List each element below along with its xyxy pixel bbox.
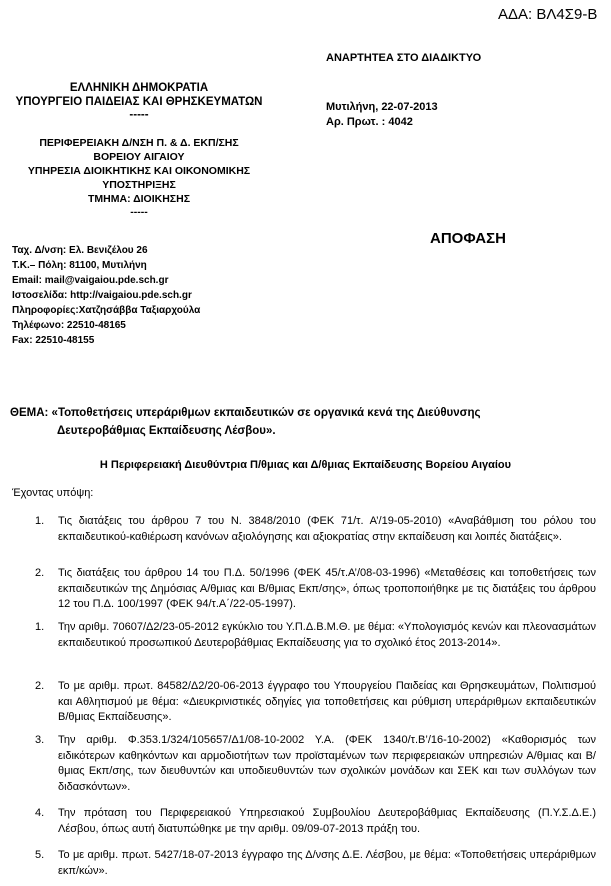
date-line: Μυτιλήνη, 22-07-2013 — [326, 101, 438, 113]
list-item: Την πρόταση του Περιφερειακού Υπηρεσιακού Συμβουλίου Δευτεροβάθμιας Εκπαίδευσης (Π.Υ.Σ.Δ.Ε.) Λέσβου, όπως αυτή διατυπώθηκε με την αριθμ. 09/09-07-2013 πράξη του. — [58, 807, 596, 835]
department-line: ΠΕΡΙΦΕΡΕΙΑΚΗ Δ/ΝΣΗ Π. & Δ. ΕΚΠ/ΣΗΣ — [39, 137, 239, 149]
item-number: 4. — [35, 807, 45, 819]
item-number: 5. — [35, 849, 45, 861]
contact-city: Τ.Κ.– Πόλη: 81100, Μυτιλήνη — [12, 260, 147, 271]
contact-block — [12, 243, 200, 348]
subject-line — [10, 404, 481, 422]
list-item: Τις διατάξεις του άρθρου 14 του Π.Δ. 50/1996 (ΦΕΚ 45/τ.Α’/08-03-1996) «Μεταθέσεις και τοποθετήσεις των εκπαιδευτικών της Δημόσιας Α/θμιας και Β/θμιας Εκπ/σης», όπως τροποποιήθηκε με τις διατάξεις του άρθρου 12 του Π.Δ. 100/1997 (ΦΕΚ 94/τ.Α΄/22-05-1997). — [58, 567, 596, 610]
department-line: ΥΠΟΣΤΗΡΙΞΗΣ — [102, 179, 176, 191]
letterhead — [8, 81, 270, 121]
subject-text: «Τοποθετήσεις υπεράριθμων εκπαιδευτικών σε οργανικά κενά της Διεύθυνσης — [51, 407, 481, 419]
list-item: Την αριθμ. 70607/Δ2/23-05-2012 εγκύκλιο του Υ.Π.Δ.Β.Μ.Θ. με θέμα: «Υπολογισμός κενών και πλεονασμάτων εκπαιδευτικού προσωπικού Δευτεροβάθμιας Εκπαίδευσης για το σχολικό έτος 2013-2014». — [58, 621, 596, 649]
department-line: ΤΜΗΜΑ: ΔΙΟΙΚΗΣΗΣ — [88, 193, 190, 205]
department-line: ΒΟΡΕΙΟΥ ΑΙΓΑΙΟΥ — [93, 151, 185, 163]
separator: ----- — [129, 109, 149, 121]
ministry-name: ΥΠΟΥΡΓΕΙΟ ΠΑΙΔΕΙΑΣ ΚΑΙ ΘΡΗΣΚΕΥΜΑΤΩΝ — [15, 96, 263, 108]
ada-code: ΑΔΑ: ΒΛ4Σ9-Β — [498, 6, 598, 23]
contact-fax: Fax: 22510-48155 — [12, 335, 95, 346]
protocol-number: Αρ. Πρωτ. : 4042 — [326, 116, 413, 128]
subject-text-cont: Δευτεροβάθμιας Εκπαίδευσης Λέσβου». — [57, 425, 276, 437]
contact-website: Ιστοσελίδα: http://vaigaiou.pde.sch.gr — [12, 290, 192, 301]
item-number: 2. — [35, 680, 45, 692]
contact-address: Ταχ. Δ/νση: Ελ. Βενιζέλου 26 — [12, 245, 148, 256]
document-type: ΑΠΟΦΑΣΗ — [430, 230, 506, 247]
item-number: 1. — [35, 621, 45, 633]
list-item: Τις διατάξεις του άρθρου 7 του Ν. 3848/2010 (ΦΕΚ 71/τ. Α’/19-05-2010) «Αναβάθμιση του ρόλου του εκπαιδευτικού-καθιέρωση κανόνων αξιολόγησης και αξιοκρατίας στην εκπαίδευση και λοιπές διατάξεις». — [58, 515, 596, 543]
department-line: ΥΠΗΡΕΣΙΑ ΔΙΟΙΚΗΤΙΚΗΣ ΚΑΙ ΟΙΚΟΝΟΜΙΚΗΣ — [27, 165, 251, 177]
separator: ----- — [130, 206, 148, 218]
contact-email: Email: mail@vaigaiou.pde.sch.gr — [12, 275, 169, 286]
item-number: 1. — [35, 515, 45, 527]
list-item: Το με αριθμ. πρωτ. 5427/18-07-2013 έγγραφο της Δ/νσης Δ.Ε. Λέσβου, με θέμα: «Τοποθετήσεις υπεράριθμων εκπ/κών». — [58, 849, 596, 877]
list-item: Το με αριθμ. πρωτ. 84582/Δ2/20-06-2013 έγγραφο του Υπουργείου Παιδείας και Θρησκευμάτων, Πολιτισμού και Αθλητισμού με θέμα: «Διευκρινιστικές οδηγίες για τοποθετήσεις και ρύθμιση υπεράριθμων εκπαιδευτικών Β/θμιας Εκπαίδευσης». — [58, 680, 596, 723]
publish-note: ΑΝΑΡΤΗΤΕΑ ΣΤΟ ΔΙΑΔΙΚΤΥΟ — [326, 52, 482, 64]
contact-phone: Τηλέφωνο: 22510-48165 — [12, 320, 126, 331]
item-number: 2. — [35, 567, 45, 579]
issuing-authority: Η Περιφερειακή Διευθύντρια Π/θμιας και Δ/θμιας Εκπαίδευσης Βορείου Αιγαίου — [99, 459, 512, 471]
department-block — [8, 136, 270, 218]
subject-label: ΘΕΜΑ: — [10, 407, 49, 419]
country-name: ΕΛΛΗΝΙΚΗ ΔΗΜΟΚΡΑΤΙΑ — [69, 82, 209, 94]
item-number: 3. — [35, 734, 45, 746]
list-item: Την αριθμ. Φ.353.1/324/105657/Δ1/08-10-2002 Υ.Α. (ΦΕΚ 1340/τ.Β’/16-10-2002) «Καθορισμός των ειδικότερων καθηκόντων και αρμοδιοτήτων των προϊσταμένων των περιφερειακών υπηρεσιών Α/θμιας και Β/θμιας Εκπ/σης, των διευθυντών και υποδιευθυντών των σχολικών μονάδων και ΣΕΚ και των συλλόγων των διδασκόντων». — [58, 734, 596, 793]
contact-info-person: Πληροφορίες:Χατζησάββα Ταξιαρχούλα — [12, 305, 201, 316]
considering-heading: Έχοντας υπόψη: — [12, 487, 94, 499]
